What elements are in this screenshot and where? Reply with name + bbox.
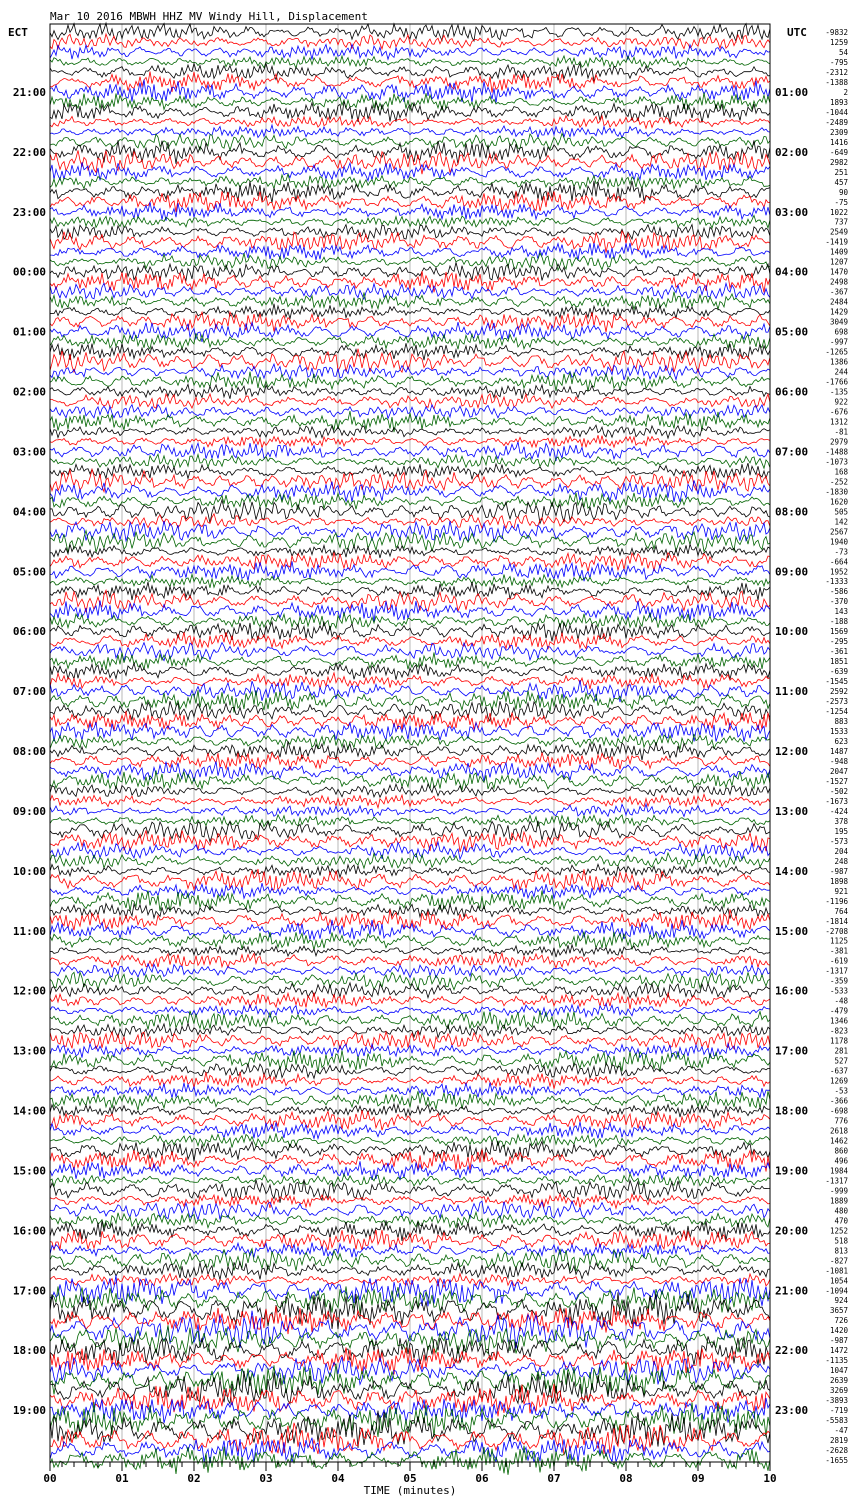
amplitude-label: 2498 — [829, 277, 848, 287]
amplitude-label: 248 — [834, 856, 848, 866]
amplitude-label: -1081 — [825, 1266, 848, 1276]
amplitude-label: 1409 — [829, 247, 848, 257]
amplitude-label: -948 — [829, 756, 848, 766]
amplitude-label: 1346 — [829, 1016, 848, 1026]
amplitude-label: -1527 — [825, 776, 848, 786]
amplitude-label: 922 — [834, 397, 848, 407]
amplitude-label: -987 — [829, 866, 848, 876]
amplitude-label: 457 — [834, 177, 848, 187]
amplitude-label: 1429 — [829, 307, 848, 317]
chart-title: Mar 10 2016 MBWH HHZ MV Windy Hill, Displacement — [50, 10, 368, 23]
amplitude-label: -502 — [829, 786, 848, 796]
amplitude-label: 168 — [834, 467, 848, 477]
right-hour-label: 18:00 — [775, 1104, 809, 1118]
amplitude-label: -1254 — [825, 707, 848, 717]
amplitude-label: -2312 — [825, 67, 848, 77]
x-tick-label: 02 — [187, 1472, 201, 1485]
amplitude-label: 3269 — [829, 1386, 848, 1396]
amplitude-label: -637 — [829, 1066, 848, 1076]
amplitude-label: -639 — [829, 667, 848, 677]
amplitude-label: 378 — [834, 816, 848, 826]
amplitude-label: -479 — [829, 1006, 848, 1016]
amplitude-label: -359 — [829, 976, 848, 986]
amplitude-label: -795 — [829, 57, 848, 67]
amplitude-label: -649 — [829, 147, 848, 157]
amplitude-label: -370 — [829, 597, 848, 607]
amplitude-label: -1044 — [825, 107, 848, 117]
amplitude-label: 143 — [834, 607, 848, 617]
right-hour-label: 07:00 — [775, 445, 809, 459]
amplitude-label: 623 — [834, 737, 848, 747]
amplitude-label: 737 — [834, 217, 848, 227]
amplitude-label: -698 — [829, 1106, 848, 1116]
amplitude-label: -3893 — [825, 1396, 848, 1406]
amplitude-label: -53 — [834, 1086, 848, 1096]
amplitude-label: -1265 — [825, 347, 848, 357]
amplitude-label: 204 — [834, 846, 848, 856]
left-hour-label: 17:00 — [12, 1284, 46, 1298]
amplitude-label: -47 — [834, 1426, 848, 1436]
amplitude-label: -2708 — [825, 926, 848, 936]
amplitude-label: 3657 — [829, 1306, 848, 1316]
amplitude-label: 1125 — [829, 936, 848, 946]
right-hour-label: 03:00 — [775, 205, 809, 219]
amplitude-label: 1940 — [829, 537, 848, 547]
right-hour-label: 17:00 — [775, 1044, 809, 1058]
amplitude-label: -81 — [834, 427, 848, 437]
left-hour-label: 13:00 — [12, 1044, 46, 1058]
amplitude-label: -1333 — [825, 577, 848, 587]
amplitude-label: 1462 — [829, 1136, 848, 1146]
x-tick-label: 06 — [475, 1472, 489, 1485]
amplitude-label: -361 — [829, 647, 848, 657]
right-hour-label: 05:00 — [775, 325, 809, 339]
amplitude-label: -586 — [829, 587, 848, 597]
right-timezone-label: UTC — [787, 26, 807, 39]
left-hour-label: 05:00 — [12, 565, 46, 579]
left-hour-label: 16:00 — [12, 1224, 46, 1238]
amplitude-label: -1419 — [825, 237, 848, 247]
amplitude-label: 90 — [838, 187, 848, 197]
x-tick-label: 09 — [691, 1472, 705, 1485]
amplitude-label: 1207 — [829, 257, 848, 267]
amplitude-label: -823 — [829, 1026, 848, 1036]
amplitude-label: -1545 — [825, 677, 848, 687]
amplitude-label: 1472 — [829, 1346, 848, 1356]
amplitude-label: 2819 — [829, 1436, 848, 1446]
amplitude-label: 813 — [834, 1246, 848, 1256]
amplitude-label: -252 — [829, 477, 848, 487]
amplitude-label: -366 — [829, 1096, 848, 1106]
amplitude-label: -367 — [829, 287, 848, 297]
amplitude-label: 470 — [834, 1216, 848, 1226]
amplitude-label: 195 — [834, 826, 848, 836]
x-tick-label: 01 — [115, 1472, 129, 1485]
amplitude-label: -664 — [829, 557, 848, 567]
amplitude-label: 860 — [834, 1146, 848, 1156]
left-hour-label: 03:00 — [12, 445, 46, 459]
left-hour-label: 06:00 — [12, 625, 46, 639]
left-hour-label: 11:00 — [12, 924, 46, 938]
left-hour-label: 12:00 — [12, 984, 46, 998]
left-hour-label: 21:00 — [12, 85, 46, 99]
x-tick-label: 03 — [259, 1472, 273, 1485]
right-hour-label: 12:00 — [775, 745, 809, 758]
amplitude-label: 1889 — [829, 1196, 848, 1206]
x-axis-label: TIME (minutes) — [363, 1484, 457, 1497]
amplitude-label: -1766 — [825, 377, 848, 387]
amplitude-label: 244 — [834, 367, 848, 377]
amplitude-label: 924 — [834, 1296, 848, 1306]
amplitude-label: -1814 — [825, 916, 848, 926]
amplitude-label: 764 — [834, 906, 848, 916]
amplitude-label: 527 — [834, 1056, 848, 1066]
amplitude-label: 1386 — [829, 357, 848, 367]
amplitude-label: 1312 — [829, 417, 848, 427]
x-tick-label: 00 — [43, 1472, 57, 1485]
right-hour-label: 15:00 — [775, 924, 809, 938]
amplitude-label: 54 — [838, 47, 848, 57]
right-hour-label: 19:00 — [775, 1164, 809, 1178]
left-hour-label: 09:00 — [12, 804, 46, 818]
amplitude-label: 883 — [834, 717, 848, 727]
amplitude-label: -295 — [829, 637, 848, 647]
left-hour-label: 00:00 — [12, 265, 46, 279]
left-hour-label: 14:00 — [12, 1104, 46, 1118]
amplitude-label: -827 — [829, 1256, 848, 1266]
right-hour-label: 21:00 — [775, 1284, 809, 1298]
right-hour-label: 22:00 — [775, 1344, 809, 1358]
left-hour-label: 04:00 — [12, 505, 46, 519]
amplitude-label: 1178 — [829, 1036, 848, 1046]
left-hour-label: 23:00 — [12, 205, 46, 219]
amplitude-label: 1470 — [829, 267, 848, 277]
amplitude-label: -2573 — [825, 697, 848, 707]
amplitude-label: -48 — [834, 996, 848, 1006]
amplitude-label: 3049 — [829, 317, 848, 327]
amplitude-label: 251 — [834, 167, 848, 177]
amplitude-label: 142 — [834, 517, 848, 527]
left-hour-label: 15:00 — [12, 1164, 46, 1178]
amplitude-label: 1569 — [829, 627, 848, 637]
amplitude-label: -1830 — [825, 487, 848, 497]
right-hour-label: 10:00 — [775, 625, 809, 639]
amplitude-label: 1952 — [829, 567, 848, 577]
amplitude-label: -719 — [829, 1406, 848, 1416]
amplitude-label: 496 — [834, 1156, 848, 1166]
left-hour-label: 07:00 — [12, 685, 46, 699]
amplitude-label: -2628 — [825, 1446, 848, 1456]
amplitude-label: 1487 — [829, 747, 848, 756]
amplitude-label: 2047 — [829, 766, 848, 776]
amplitude-label: 1252 — [829, 1226, 848, 1236]
x-tick-label: 04 — [331, 1472, 345, 1485]
amplitude-label: 2979 — [829, 437, 848, 447]
right-hour-label: 16:00 — [775, 984, 809, 998]
amplitude-label: -1655 — [825, 1456, 848, 1466]
amplitude-label: -1135 — [825, 1356, 848, 1366]
left-hour-label: 22:00 — [12, 145, 46, 159]
amplitude-label: -676 — [829, 407, 848, 417]
amplitude-label: 1022 — [829, 207, 848, 217]
amplitude-label: 1620 — [829, 497, 848, 507]
amplitude-label: 1269 — [829, 1076, 848, 1086]
amplitude-label: 1047 — [829, 1366, 848, 1376]
amplitude-label: 1420 — [829, 1326, 848, 1336]
amplitude-label: 1898 — [829, 876, 848, 886]
left-hour-label: 10:00 — [12, 864, 46, 878]
amplitude-label: 2567 — [829, 527, 848, 537]
amplitude-label: 281 — [834, 1046, 848, 1056]
amplitude-label: -424 — [829, 806, 848, 816]
amplitude-label: 2982 — [829, 157, 848, 167]
amplitude-label: -75 — [834, 197, 848, 207]
amplitude-label: -2489 — [825, 117, 848, 127]
amplitude-label: -573 — [829, 836, 848, 846]
amplitude-label: -1388 — [825, 77, 848, 87]
amplitude-label: 505 — [834, 507, 848, 517]
amplitude-label: -1317 — [825, 966, 848, 976]
amplitude-label: 1054 — [829, 1276, 848, 1286]
amplitude-label: -997 — [829, 337, 848, 347]
right-hour-label: 06:00 — [775, 385, 809, 399]
amplitude-label: -1488 — [825, 447, 848, 457]
amplitude-label: -5583 — [825, 1416, 848, 1426]
amplitude-label: 698 — [834, 327, 848, 337]
amplitude-label: 2549 — [829, 227, 848, 237]
right-hour-label: 23:00 — [775, 1404, 809, 1418]
left-timezone-label: ECT — [8, 26, 28, 39]
amplitude-label: 1533 — [829, 727, 848, 737]
amplitude-label: -1317 — [825, 1176, 848, 1186]
amplitude-label: 726 — [834, 1316, 848, 1326]
right-hour-label: 20:00 — [775, 1224, 809, 1238]
amplitude-label: -381 — [829, 946, 848, 956]
left-hour-label: 01:00 — [12, 325, 46, 339]
amplitude-label: -73 — [834, 547, 848, 557]
right-hour-label: 04:00 — [775, 265, 809, 279]
amplitude-label: 1416 — [829, 137, 848, 147]
right-hour-label: 13:00 — [775, 804, 809, 818]
amplitude-label: 1851 — [829, 657, 848, 667]
amplitude-label: -1673 — [825, 796, 848, 806]
right-hour-label: 11:00 — [775, 685, 809, 699]
right-hour-label: 08:00 — [775, 505, 809, 519]
amplitude-label: -9832 — [825, 28, 848, 37]
amplitude-label: 1259 — [829, 37, 848, 47]
amplitude-label: -1073 — [825, 457, 848, 467]
left-hour-label: 02:00 — [12, 385, 46, 399]
amplitude-label: -1094 — [825, 1286, 848, 1296]
amplitude-label: -999 — [829, 1186, 848, 1196]
amplitude-label: -533 — [829, 986, 848, 996]
right-hour-label: 09:00 — [775, 565, 809, 579]
x-tick-label: 05 — [403, 1472, 417, 1485]
x-tick-label: 07 — [547, 1472, 561, 1485]
amplitude-label: 518 — [834, 1236, 848, 1246]
right-hour-label: 02:00 — [775, 145, 809, 159]
left-hour-label: 19:00 — [12, 1404, 46, 1418]
amplitude-label: 1984 — [829, 1166, 848, 1176]
amplitude-label: 2309 — [829, 127, 848, 137]
amplitude-label: 776 — [834, 1116, 848, 1126]
right-hour-label: 14:00 — [775, 864, 809, 878]
x-tick-label: 08 — [619, 1472, 633, 1485]
amplitude-label: 2484 — [829, 297, 848, 307]
x-tick-label: 10 — [763, 1472, 777, 1485]
amplitude-label: -188 — [829, 617, 848, 627]
amplitude-label: 2 — [843, 87, 848, 97]
amplitude-label: 2639 — [829, 1376, 848, 1386]
amplitude-label: -1196 — [825, 896, 848, 906]
amplitude-label: -987 — [829, 1336, 848, 1346]
amplitude-label: -619 — [829, 956, 848, 966]
amplitude-label: -135 — [829, 387, 848, 397]
right-hour-label: 01:00 — [775, 85, 809, 99]
amplitude-label: 2618 — [829, 1126, 848, 1136]
amplitude-label: 921 — [834, 886, 848, 896]
amplitude-label: 480 — [834, 1206, 848, 1216]
amplitude-label: 1893 — [829, 97, 848, 107]
amplitude-label: 2592 — [829, 687, 848, 697]
left-hour-label: 08:00 — [12, 745, 46, 758]
left-hour-label: 18:00 — [12, 1344, 46, 1358]
